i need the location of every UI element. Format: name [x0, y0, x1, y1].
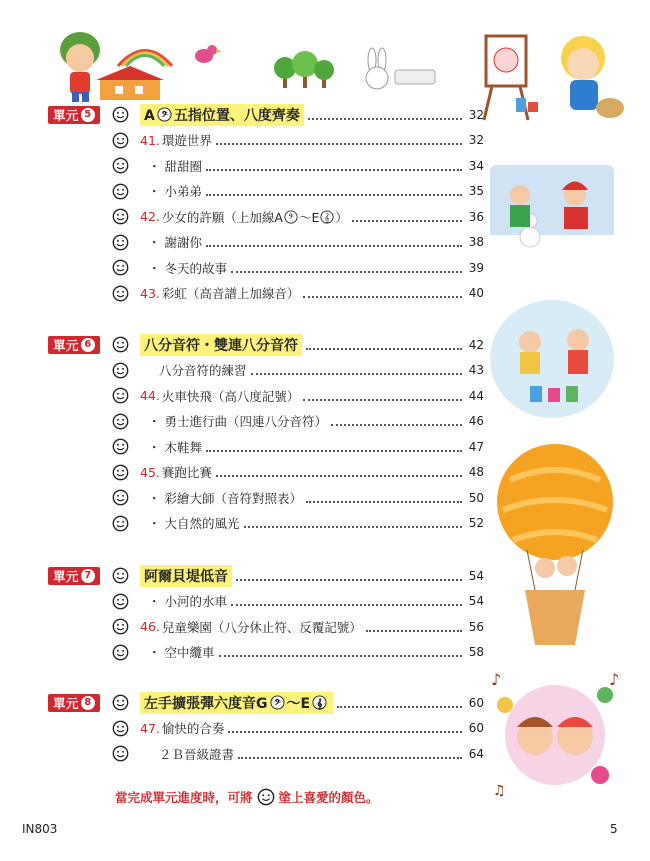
toc-item[interactable]: ・ 小弟弟 35 [54, 179, 484, 205]
smiley-icon[interactable] [112, 387, 129, 404]
boy-illustration [60, 32, 100, 102]
trees-illustration [274, 51, 334, 88]
toc-item[interactable]: 42. 少女的許願（上加線A 𝄢 ～E 𝄞 ） 36 [54, 204, 484, 230]
toc-item[interactable]: ・ 冬天的故事 39 [54, 255, 484, 281]
toc-item[interactable]: 46. 兒童樂園（八分休止符、反覆記號） 56 [54, 614, 484, 640]
svg-text:♪: ♪ [609, 670, 620, 689]
smiley-icon[interactable] [112, 489, 129, 506]
smiley-icon[interactable] [112, 362, 129, 379]
toc-item[interactable]: 44. 火車快飛（高八度記號） 44 [54, 383, 484, 409]
footnote: 當完成單元進度時，可將 塗上喜愛的顏色。 [115, 790, 379, 805]
bass-clef-circle-icon [157, 107, 172, 122]
unit-badge: 單元 6 [48, 336, 100, 354]
dot-leader [308, 118, 462, 120]
smiley-icon[interactable] [112, 336, 129, 353]
winter-children-illustration [490, 165, 614, 265]
book-code: IN803 [22, 822, 58, 836]
treble-clef-circle-icon [320, 210, 334, 224]
toc-item[interactable]: ・ 空中纜車 58 [54, 640, 484, 666]
unit-8-section [54, 690, 484, 767]
toc-item[interactable]: ・ 彩繪大師（音符對照表） 50 [54, 485, 484, 511]
unit-8-header-row[interactable]: 單元 8 左手擴張彈六度音G 𝄢 ～E 𝄞 60 [54, 690, 484, 716]
smiley-icon[interactable] [112, 106, 129, 123]
unit-5-header-row[interactable] [54, 102, 484, 128]
toc-item[interactable]: ・ 勇士進行曲（四連八分音符） 46 [54, 409, 484, 435]
svg-text:𝄢: 𝄢 [288, 213, 294, 224]
bass-clef-circle-icon [270, 695, 285, 710]
girl-painting-illustration [478, 28, 628, 128]
svg-text:♪: ♪ [491, 670, 502, 689]
svg-text:𝄞: 𝄞 [316, 698, 323, 709]
smiley-icon[interactable] [112, 157, 129, 174]
toc-item[interactable]: 47. 愉快的合奏 60 [54, 716, 484, 742]
rabbit-illustration [366, 48, 435, 89]
unit-title: A 𝄢 五指位置、八度齊奏 [140, 104, 304, 126]
smiley-icon[interactable] [112, 438, 129, 455]
svg-text:𝄞: 𝄞 [324, 213, 330, 224]
smiley-icon[interactable] [112, 720, 129, 737]
unit-title: 阿爾貝堤低音 [140, 565, 232, 587]
smiley-icon[interactable] [112, 259, 129, 276]
toc-item[interactable]: ・ 小河的水車 54 [54, 589, 484, 615]
smiley-icon[interactable] [112, 285, 129, 302]
house-illustration [96, 51, 172, 101]
smiley-icon[interactable] [112, 413, 129, 430]
smiley-icon[interactable] [112, 515, 129, 532]
toc-item[interactable]: 43. 彩虹（高音譜上加線音） 40 [54, 281, 484, 307]
smiley-icon[interactable] [112, 234, 129, 251]
toc-item[interactable]: ・ 木鞋舞 47 [54, 434, 484, 460]
unit-badge: 單元 5 [48, 106, 100, 124]
toc-item[interactable]: ・ 謝謝你 38 [54, 230, 484, 256]
smiley-icon [257, 788, 275, 806]
flower-children-illustration [485, 665, 625, 805]
svg-text:𝄢: 𝄢 [273, 698, 281, 709]
unit-6-header-row[interactable]: 單元 6 八分音符・雙連八分音符 42 [54, 332, 484, 358]
treble-clef-circle-icon [312, 695, 327, 710]
unit-7-header-row[interactable]: 單元 7 阿爾貝堤低音 54 [54, 563, 484, 589]
unit-badge: 單元 8 [48, 694, 100, 712]
toc-item[interactable]: ２Ｂ晉級證書 64 [54, 741, 484, 767]
toc-item[interactable]: 45. 賽跑比賽 48 [54, 460, 484, 486]
toc-item[interactable]: 八分音符的練習 43 [54, 358, 484, 384]
smiley-icon[interactable] [112, 593, 129, 610]
unit-7-section [54, 563, 484, 665]
smiley-icon[interactable] [112, 132, 129, 149]
unit-title: 八分音符・雙連八分音符 [140, 334, 302, 356]
smiley-icon[interactable] [112, 618, 129, 635]
unit-5-section [54, 102, 484, 306]
smiley-icon[interactable] [112, 208, 129, 225]
bass-clef-circle-icon [284, 210, 298, 224]
page-ref: 32 [468, 107, 484, 122]
smiley-icon[interactable] [112, 464, 129, 481]
smiley-icon[interactable] [112, 183, 129, 200]
unit-badge: 單元 7 [48, 567, 100, 585]
page-number: 5 [610, 822, 618, 836]
unit-6-section [54, 332, 484, 536]
smiley-icon[interactable] [112, 644, 129, 661]
hot-air-balloon-illustration [495, 440, 615, 650]
smiley-icon[interactable] [112, 567, 129, 584]
svg-text:𝄢: 𝄢 [161, 110, 168, 121]
smiley-icon[interactable] [112, 694, 129, 711]
bird-illustration [195, 45, 222, 63]
children-painting-illustration [490, 300, 614, 418]
unit-title: 左手擴張彈六度音G 𝄢 ～E 𝄞 [140, 692, 333, 714]
toc-item[interactable]: ・ 大自然的風光 52 [54, 511, 484, 537]
toc-item[interactable]: 41. 環遊世界 32 [54, 128, 484, 154]
toc-item[interactable]: ・ 甜甜圈 34 [54, 153, 484, 179]
svg-text:♫: ♫ [493, 783, 506, 799]
smiley-icon[interactable] [112, 745, 129, 762]
